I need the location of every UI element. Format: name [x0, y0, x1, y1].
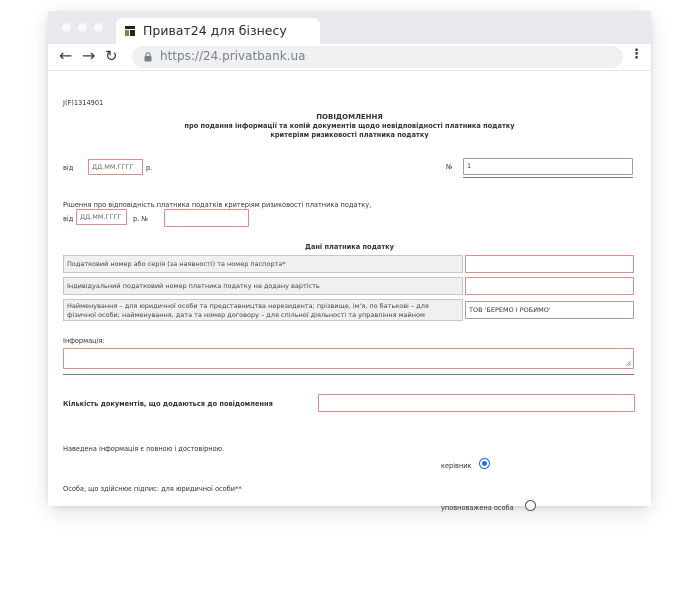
forward-arrow-icon[interactable]: →: [82, 46, 96, 65]
row-name-label-line2: фізичної особи; найменування, дата та номер договору – для спільної діяльності та управління майном: [67, 311, 425, 319]
row-name-label-line1: Найменування – для юридичної особи та представництва нерезидента; прізвище, ім'я, по батькові – для: [67, 302, 429, 310]
date-input[interactable]: ДД.ММ.ГГГГ: [88, 159, 143, 175]
kebab-menu-icon[interactable]: ⋮: [630, 47, 643, 62]
year-suffix: р.: [146, 164, 153, 172]
doc-count-label: Кількість документів, що додаються до повідомлення: [63, 400, 273, 408]
row-vat-number-label: Індивідуальний податковий номер платника податку на додану вартість: [63, 277, 463, 295]
date-label: від: [63, 164, 74, 172]
accurate-statement: Наведена інформація є повною і достовірною.: [63, 445, 225, 453]
decision-date-input[interactable]: ДД.ММ.ГГГГ: [76, 209, 127, 225]
tab-title: Приват24 для бізнесу: [143, 23, 287, 38]
row-name-label: [63, 299, 463, 321]
doc-count-input[interactable]: [318, 394, 635, 412]
form-title: ПОВІДОМЛЕННЯ: [316, 113, 383, 121]
window-close-dot[interactable]: [62, 23, 71, 32]
privat24-favicon-icon: [125, 26, 135, 36]
number-input[interactable]: 1: [463, 158, 633, 175]
section-divider: [63, 374, 634, 375]
decision-text: Рішення про відповідність платника податків критеріям ризиковості платника податку,: [63, 201, 372, 209]
signer-statement: Особа, що здійснює підпис: для юридичної особи**: [63, 485, 242, 493]
decision-number-input[interactable]: [164, 209, 249, 227]
decision-from-label: від: [63, 215, 74, 223]
radio-director[interactable]: [479, 458, 490, 469]
vat-number-input[interactable]: [465, 277, 634, 295]
radio-director-dot: [482, 461, 487, 466]
browser-titlebar: [48, 11, 651, 44]
info-textarea[interactable]: [63, 348, 634, 369]
radio-authorized-label: уповноважена особа: [441, 504, 514, 512]
reload-icon[interactable]: ↻: [105, 47, 118, 65]
radio-director-label: керівник: [441, 462, 472, 470]
browser-window: [48, 11, 651, 512]
info-label: Інформація:: [63, 337, 105, 345]
form-subtitle-line1: про подання інформації та копій документів щодо невідповідності платника податку: [184, 122, 515, 130]
address-bar[interactable]: [132, 46, 623, 68]
form-subtitle-line2: критеріям ризиковості платника податку: [270, 131, 429, 139]
row-tax-number-label: Податковий номер або серія (за наявності) та номер паспорта*: [63, 255, 463, 273]
radio-authorized[interactable]: [525, 500, 536, 511]
number-underline: [463, 177, 633, 178]
back-arrow-icon[interactable]: ←: [59, 46, 73, 65]
form-code: J(F)1314901: [63, 99, 104, 107]
decision-year-no-label: р. №: [133, 215, 149, 223]
tax-number-input[interactable]: [465, 255, 634, 273]
window-minimize-dot[interactable]: [78, 23, 87, 32]
form-page: [48, 71, 651, 512]
resize-handle-icon[interactable]: [626, 361, 631, 366]
browser-tab[interactable]: [116, 18, 320, 44]
company-name-input[interactable]: ТОВ 'БЕРЕМО І РОБИМО': [465, 301, 634, 319]
taxpayer-section-title: Дані платника податку: [305, 243, 394, 251]
browser-navbar: [48, 44, 651, 71]
lock-icon: [144, 52, 152, 62]
window-maximize-dot[interactable]: [94, 23, 103, 32]
url-text: https://24.privatbank.ua: [160, 49, 306, 63]
number-label: №: [446, 163, 453, 171]
